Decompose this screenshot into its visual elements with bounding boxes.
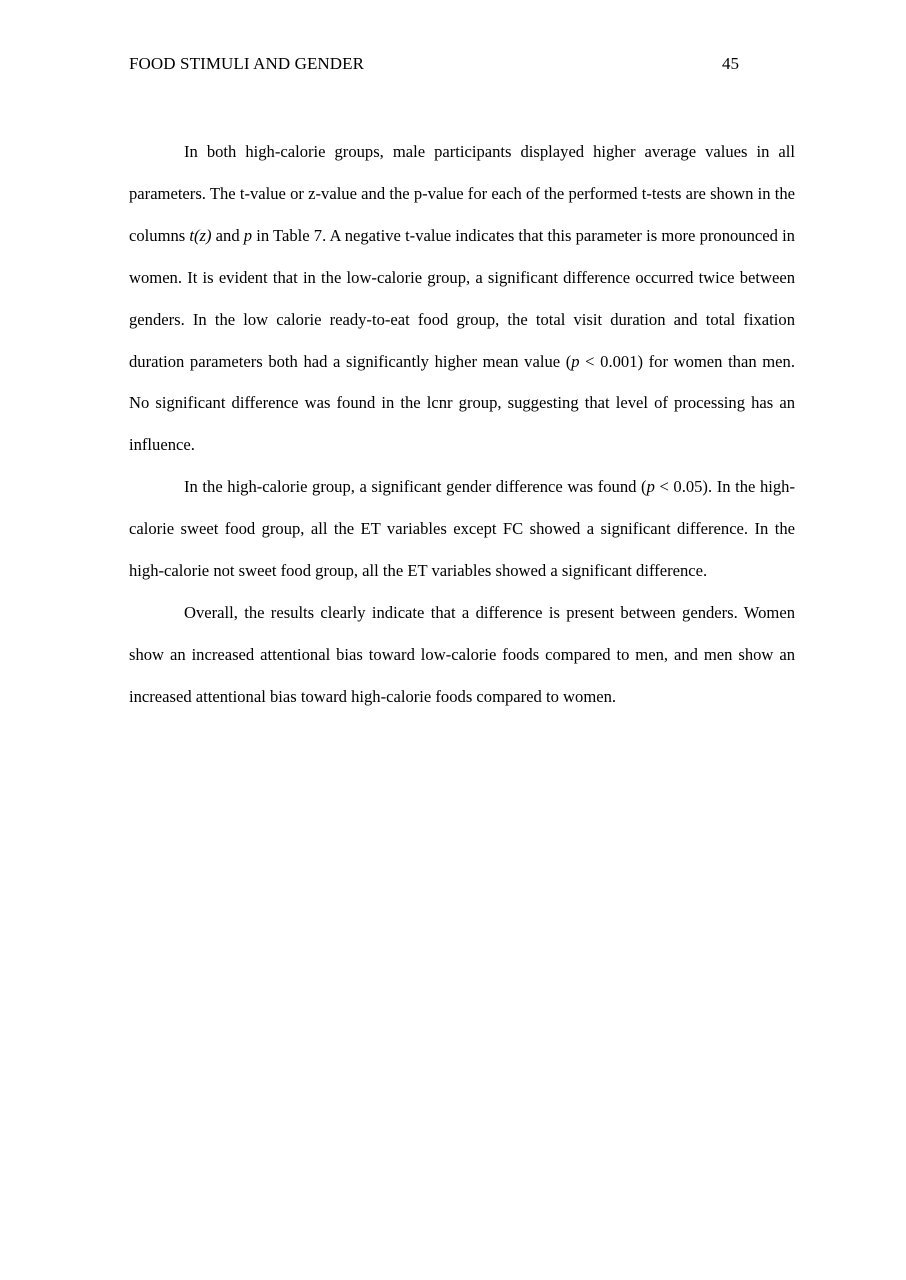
paragraph-1 <box>129 131 795 466</box>
text-segment: < 0.05). In the high-calorie sweet food group, all the ET variables except FC showed a significant difference. In the high-calorie not sweet food group, all the ET variables showed a significant difference. <box>129 477 795 581</box>
text-segment: and <box>211 225 244 245</box>
text-segment: < 0.001) for women than men. No significant difference was found in the lcnr group, suggesting that level of processing has an influence. <box>129 351 795 455</box>
text-segment: In the high-calorie group, a significant gender difference was found ( <box>184 477 647 497</box>
italic-text-segment: p <box>646 477 655 497</box>
body-text <box>129 131 795 718</box>
paragraph-2 <box>129 466 795 592</box>
text-segment: In both high-calorie groups, male participants displayed higher average values in all parameters. The t-value or z-value and the p-value for each of the performed t-tests are shown in the columns <box>129 142 795 245</box>
italic-text-segment: p <box>571 351 580 371</box>
italic-text-segment: t(z) <box>189 225 212 245</box>
paragraph-3 <box>129 592 795 718</box>
italic-text-segment: p <box>243 225 253 245</box>
running-head: FOOD STIMULI AND GENDER <box>129 54 365 73</box>
text-segment: in Table 7. A negative t-value indicates that this parameter is more pronounced in women. It is evident that in the low-calorie group, a significant difference occurred twice between genders. In the low calorie ready-to-eat food group, the total visit duration and total fixation duration parameters both had a significantly higher mean value ( <box>129 225 795 371</box>
text-segment: Overall, the results clearly indicate that a difference is present between genders. Women show an increased attentional bias toward low-calorie foods compared to men, and men show an increased attentional bias toward high-calorie foods compared to women. <box>129 602 795 706</box>
page-number: 45 <box>722 54 739 73</box>
